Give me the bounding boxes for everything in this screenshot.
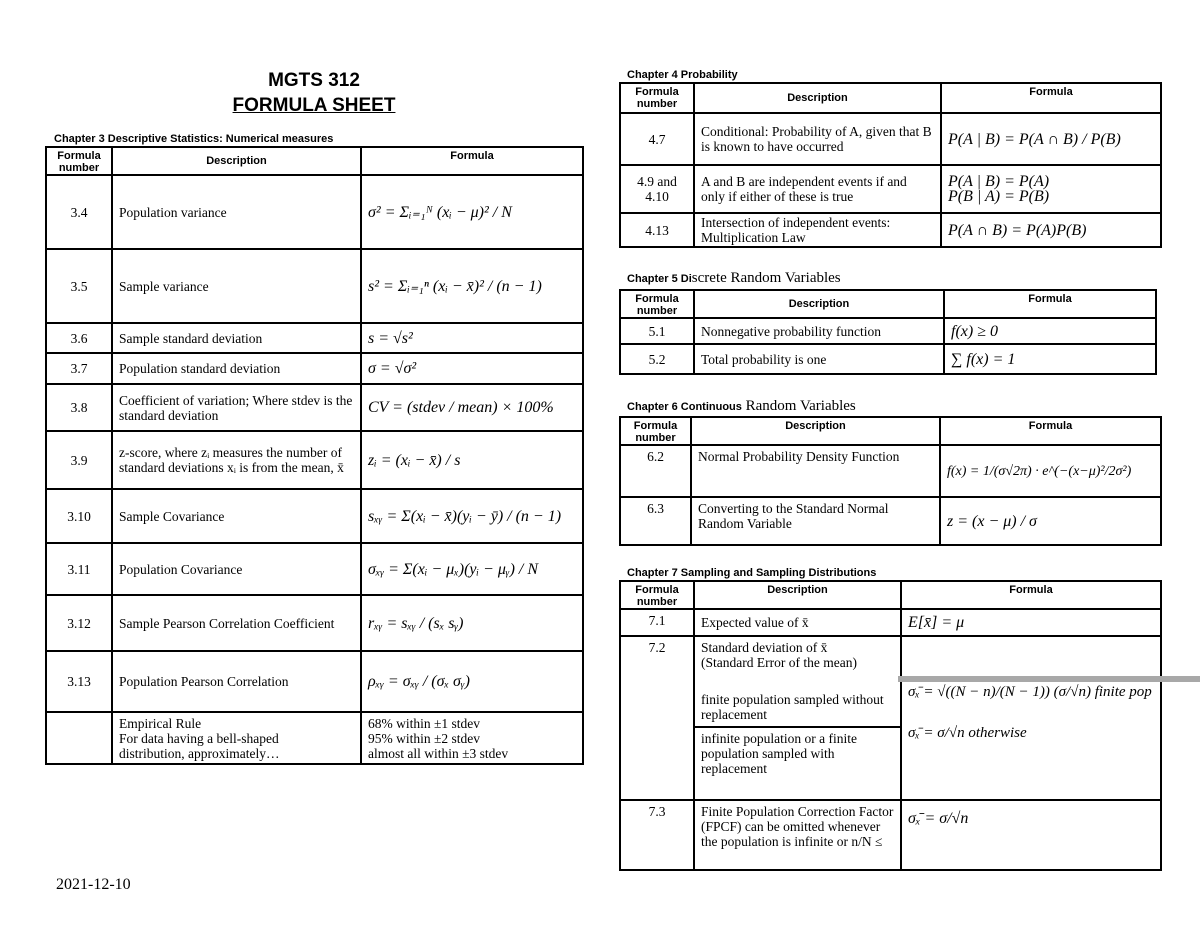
sheet-title: FORMULA SHEET bbox=[232, 95, 396, 116]
chapter-7-table bbox=[619, 580, 1162, 871]
table-row bbox=[620, 318, 1156, 344]
spacer bbox=[701, 670, 894, 692]
formula-description: Normal Probability Density Function bbox=[691, 445, 940, 497]
col-header-formula: Formula bbox=[941, 83, 1161, 113]
col-header-description: Description bbox=[694, 83, 941, 113]
formula-description: Sample variance bbox=[112, 249, 361, 323]
formula-description: Conditional: Probability of A, given that B is known to have occurred bbox=[694, 113, 941, 165]
col-header-formula: Formula bbox=[940, 417, 1161, 445]
chapter-5-caption bbox=[627, 272, 841, 286]
formula-expression: rₓᵧ = sₓᵧ / (sₓ sᵧ) bbox=[361, 595, 583, 651]
formula-description: Nonnegative probability function bbox=[694, 318, 944, 344]
formula-expression: f(x) = 1/(σ√2π) · e^(−(x−μ)²/2σ²) bbox=[940, 445, 1161, 497]
case-divider bbox=[695, 726, 900, 728]
formula-description: A and B are independent events if and only if either of these is true bbox=[694, 165, 941, 213]
formula-line: P(B | A) = P(B) bbox=[948, 188, 1050, 205]
formula-description: Intersection of independent events: Multiplication Law bbox=[694, 213, 941, 247]
table-row bbox=[46, 249, 583, 323]
formula-number: 3.13 bbox=[46, 651, 112, 712]
col-header-formula: Formula bbox=[901, 581, 1161, 609]
formula-description: Finite Population Correction Factor (FPCF) can be omitted whenever the population is infinite or n/N ≤ bbox=[694, 800, 901, 870]
formula-description: Converting to the Standard Normal Random Variable bbox=[691, 497, 940, 545]
formula-number: 4.13 bbox=[620, 213, 694, 247]
formula-number: 5.1 bbox=[620, 318, 694, 344]
formula-number: 4.7 bbox=[620, 113, 694, 165]
formula-expression: sₓᵧ = Σ(xᵢ − x̄)(yᵢ − ȳ) / (n − 1) bbox=[361, 489, 583, 543]
formula-expression: s = √s² bbox=[361, 323, 583, 353]
table-row bbox=[46, 543, 583, 595]
infinite-population-case: infinite population or a finite population sampled with replacement bbox=[701, 731, 857, 776]
formula-number: 3.4 bbox=[46, 175, 112, 249]
table-row bbox=[620, 344, 1156, 374]
col-header-description: Description bbox=[694, 581, 901, 609]
caption-tail-part: screte Random Variables bbox=[691, 270, 841, 286]
formula-description: z-score, where zᵢ measures the number of standard deviations xᵢ is from the mean, x̄ bbox=[112, 431, 361, 489]
table-row bbox=[46, 175, 583, 249]
formula-expression: CV = (stdev / mean) × 100% bbox=[361, 384, 583, 431]
chapter-7-caption: Chapter 7 Sampling and Sampling Distributions bbox=[627, 567, 877, 579]
grey-highlight-bar bbox=[898, 676, 1200, 682]
table-row bbox=[620, 800, 1161, 870]
table-row bbox=[46, 489, 583, 543]
formula-number: 6.3 bbox=[620, 497, 691, 545]
col-header-number: Formula number bbox=[620, 83, 694, 113]
formula-description: Total probability is one bbox=[694, 344, 944, 374]
formula-expression bbox=[361, 712, 583, 764]
standard-error-label: (Standard Error of the mean) bbox=[701, 655, 857, 670]
empirical-desc-line: For data having a bell-shaped bbox=[119, 731, 279, 746]
col-header-number: Formula number bbox=[46, 147, 112, 175]
table-row-empirical-rule bbox=[46, 712, 583, 764]
chapter-6-caption bbox=[627, 400, 856, 414]
caption-bold-part: Chapter 6 Continuous bbox=[627, 401, 742, 413]
formula-expression: f(x) ≥ 0 bbox=[944, 318, 1156, 344]
formula-description: Sample standard deviation bbox=[112, 323, 361, 353]
formula-number: 3.11 bbox=[46, 543, 112, 595]
formula-number-empty bbox=[46, 712, 112, 764]
formula-description bbox=[112, 712, 361, 764]
col-header-description: Description bbox=[691, 417, 940, 445]
otherwise-formula: σₓ̄ = σ/√n otherwise bbox=[908, 725, 1027, 741]
table-row bbox=[620, 213, 1161, 247]
formula-description: Population Covariance bbox=[112, 543, 361, 595]
formula-description: Sample Covariance bbox=[112, 489, 361, 543]
formula-expression: z = (x − μ) / σ bbox=[940, 497, 1161, 545]
formula-line: P(A | B) = P(A) bbox=[948, 173, 1050, 190]
col-header-number: Formula number bbox=[620, 290, 694, 318]
col-header-number: Formula number bbox=[620, 581, 694, 609]
formula-number: 3.5 bbox=[46, 249, 112, 323]
col-header-formula: Formula bbox=[361, 147, 583, 175]
table-row bbox=[620, 609, 1161, 636]
chapter-4-table bbox=[619, 82, 1162, 248]
formula-expression: zᵢ = (xᵢ − x̄) / s bbox=[361, 431, 583, 489]
formula-description: Coefficient of variation; Where stdev is the standard deviation bbox=[112, 384, 361, 431]
formula-expression bbox=[901, 636, 1161, 800]
table-row bbox=[46, 431, 583, 489]
formula-description: Sample Pearson Correlation Coefficient bbox=[112, 595, 361, 651]
formula-number: 3.9 bbox=[46, 431, 112, 489]
empirical-rule-line: 95% within ±2 stdev bbox=[368, 731, 481, 746]
formula-expression: P(A ∩ B) = P(A)P(B) bbox=[941, 213, 1161, 247]
empirical-desc-line: distribution, approximately… bbox=[119, 746, 280, 761]
formula-expression bbox=[941, 165, 1161, 213]
formula-expression: ρₓᵧ = σₓᵧ / (σₓ σᵧ) bbox=[361, 651, 583, 712]
chapter-4-caption: Chapter 4 Probability bbox=[627, 69, 738, 81]
caption-tail-part: Random Variables bbox=[741, 398, 856, 414]
formula-expression: σₓᵧ = Σ(xᵢ − μₓ)(yᵢ − μᵧ) / N bbox=[361, 543, 583, 595]
chapter-3-caption: Chapter 3 Descriptive Statistics: Numerical measures bbox=[54, 133, 334, 145]
formula-expression: ∑ f(x) = 1 bbox=[944, 344, 1156, 374]
col-header-description: Description bbox=[112, 147, 361, 175]
finite-population-formula: σₓ̄ = √((N − n)/(N − 1)) (σ/√n) finite pop bbox=[908, 684, 1152, 700]
caption-bold-part: Chapter 5 Di bbox=[627, 273, 692, 285]
formula-description: Expected value of x̄ bbox=[694, 609, 901, 636]
table-row bbox=[620, 165, 1161, 213]
finite-population-case: finite population sampled without replacement bbox=[701, 692, 884, 722]
empirical-rule-line: 68% within ±1 stdev bbox=[368, 716, 481, 731]
formula-description: Population variance bbox=[112, 175, 361, 249]
spacer bbox=[908, 700, 1154, 726]
formula-number: 7.2 bbox=[620, 636, 694, 800]
chapter-3-table bbox=[45, 146, 584, 765]
formula-number: 5.2 bbox=[620, 344, 694, 374]
col-header-formula: Formula bbox=[944, 290, 1156, 318]
formula-number: 3.8 bbox=[46, 384, 112, 431]
sheet-course-title: MGTS 312 bbox=[268, 70, 360, 91]
document-date: 2021-12-10 bbox=[56, 876, 131, 893]
formula-number: 6.2 bbox=[620, 445, 691, 497]
table-row bbox=[46, 353, 583, 384]
table-row bbox=[620, 445, 1161, 497]
formula-description bbox=[694, 636, 901, 800]
formula-expression: E[x̄] = μ bbox=[901, 609, 1161, 636]
col-header-number: Formula number bbox=[620, 417, 691, 445]
table-row bbox=[46, 323, 583, 353]
table-row bbox=[620, 497, 1161, 545]
table-row bbox=[620, 636, 1161, 800]
empirical-desc-line: Empirical Rule bbox=[119, 716, 202, 731]
formula-expression: σ² = Σᵢ₌₁ᴺ (xᵢ − μ)² / N bbox=[361, 175, 583, 249]
table-row bbox=[620, 113, 1161, 165]
formula-expression: σ = √σ² bbox=[361, 353, 583, 384]
formula-number: 3.7 bbox=[46, 353, 112, 384]
formula-number: 7.3 bbox=[620, 800, 694, 870]
formula-number: 3.6 bbox=[46, 323, 112, 353]
formula-expression: P(A | B) = P(A ∩ B) / P(B) bbox=[941, 113, 1161, 165]
table-row bbox=[46, 384, 583, 431]
formula-number: 3.12 bbox=[46, 595, 112, 651]
formula-expression: σₓ̄ = σ/√n bbox=[901, 800, 1161, 870]
formula-number: 7.1 bbox=[620, 609, 694, 636]
empirical-rule-line: almost all within ±3 stdev bbox=[368, 746, 509, 761]
formula-number: 4.9 and 4.10 bbox=[620, 165, 694, 213]
chapter-6-table bbox=[619, 416, 1162, 546]
formula-expression: s² = Σᵢ₌₁ⁿ (xᵢ − x̄)² / (n − 1) bbox=[361, 249, 583, 323]
standard-deviation-label: Standard deviation of x̄ bbox=[701, 640, 828, 655]
col-header-description: Description bbox=[694, 290, 944, 318]
formula-description: Population Pearson Correlation bbox=[112, 651, 361, 712]
chapter-5-table bbox=[619, 289, 1157, 375]
formula-number: 3.10 bbox=[46, 489, 112, 543]
formula-description: Population standard deviation bbox=[112, 353, 361, 384]
table-row bbox=[46, 595, 583, 651]
table-row bbox=[46, 651, 583, 712]
